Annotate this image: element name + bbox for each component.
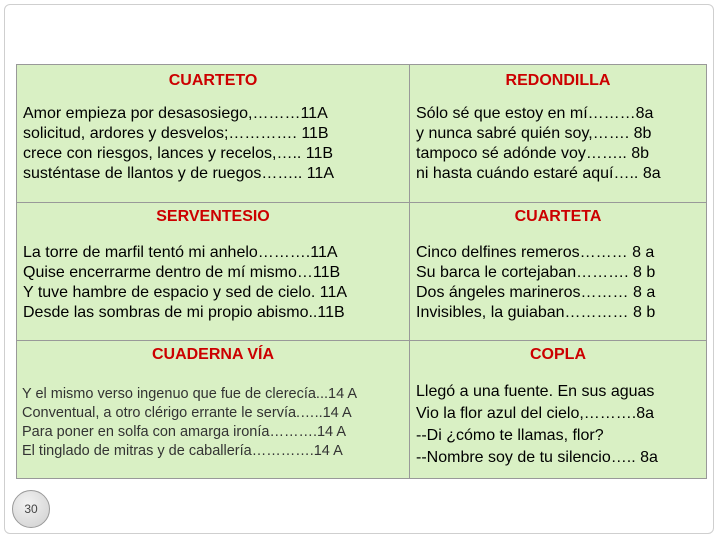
verse-line: tampoco sé adónde voy…….. 8b xyxy=(416,145,650,162)
verse-line: Vio la flor azul del cielo,……….8a xyxy=(416,405,655,422)
verse-line: El tinglado de mitras y de caballería………….14 A xyxy=(22,443,343,459)
verse-line: crece con riesgos, lances y recelos,….. 11B xyxy=(23,145,334,162)
verse-line: ni hasta cuándo estaré aquí….. 8a xyxy=(416,165,661,182)
cuarteta-verses xyxy=(416,243,706,323)
serventesio-title: SERVENTESIO xyxy=(156,208,270,225)
redondilla-verses xyxy=(416,104,706,184)
copla-cell xyxy=(410,341,707,479)
cuarteto-verses xyxy=(23,104,409,184)
verse-line: --Di ¿cómo te llamas, flor? xyxy=(416,427,604,444)
verse-line: Desde las sombras de mi propio abismo..11B xyxy=(23,304,345,321)
copla-verses xyxy=(416,381,706,469)
verse-line: Sólo sé que estoy en mí………8a xyxy=(416,105,654,122)
stanza-table xyxy=(16,64,707,479)
verse-line: Quise encerrarme dentro de mí mismo…11B xyxy=(23,264,341,281)
verse-line: Conventual, a otro clérigo errante le servía.…..14 A xyxy=(22,405,352,421)
verse-line: Dos ángeles marineros……… 8 a xyxy=(416,284,656,301)
verse-line: solicitud, ardores y desvelos;…………. 11B xyxy=(23,125,329,142)
verse-line: Para poner en solfa con amarga ironía……….14 A xyxy=(22,424,347,440)
verse-line: Llegó a una fuente. En sus aguas xyxy=(416,383,655,400)
cuaderna-via-verses xyxy=(22,385,409,461)
redondilla-cell xyxy=(410,65,707,203)
verse-line: --Nombre soy de tu silencio….. 8a xyxy=(416,449,658,466)
verse-line: Invisibles, la guiaban………… 8 b xyxy=(416,304,656,321)
verse-line: Amor empieza por desasosiego,………11A xyxy=(23,105,328,122)
verse-line: Cinco delfines remeros……… 8 a xyxy=(416,244,655,261)
cuarteta-title: CUARTETA xyxy=(514,208,602,225)
copla-title: COPLA xyxy=(530,346,586,363)
serventesio-cell xyxy=(17,203,410,341)
verse-line: La torre de marfil tentó mi anhelo……….11A xyxy=(23,244,338,261)
redondilla-title: REDONDILLA xyxy=(505,72,611,89)
verse-line: y nunca sabré quién soy,……. 8b xyxy=(416,125,652,142)
page-number-badge: 30 xyxy=(12,490,50,528)
verse-line: Su barca le cortejaban………. 8 b xyxy=(416,264,656,281)
verse-line: susténtase de llantos y de ruegos…….. 11A xyxy=(23,165,334,182)
serventesio-verses xyxy=(23,243,409,323)
cuarteto-title: CUARTETO xyxy=(168,72,258,89)
cuaderna-via-title: CUADERNA VÍA xyxy=(151,346,275,363)
cuarteta-cell xyxy=(410,203,707,341)
verse-line: Y tuve hambre de espacio y sed de cielo. 11A xyxy=(23,284,348,301)
cuaderna-via-cell xyxy=(17,341,410,479)
verse-line: Y el mismo verso ingenuo que fue de clerecía...14 A xyxy=(22,386,358,402)
cuarteto-cell xyxy=(17,65,410,203)
